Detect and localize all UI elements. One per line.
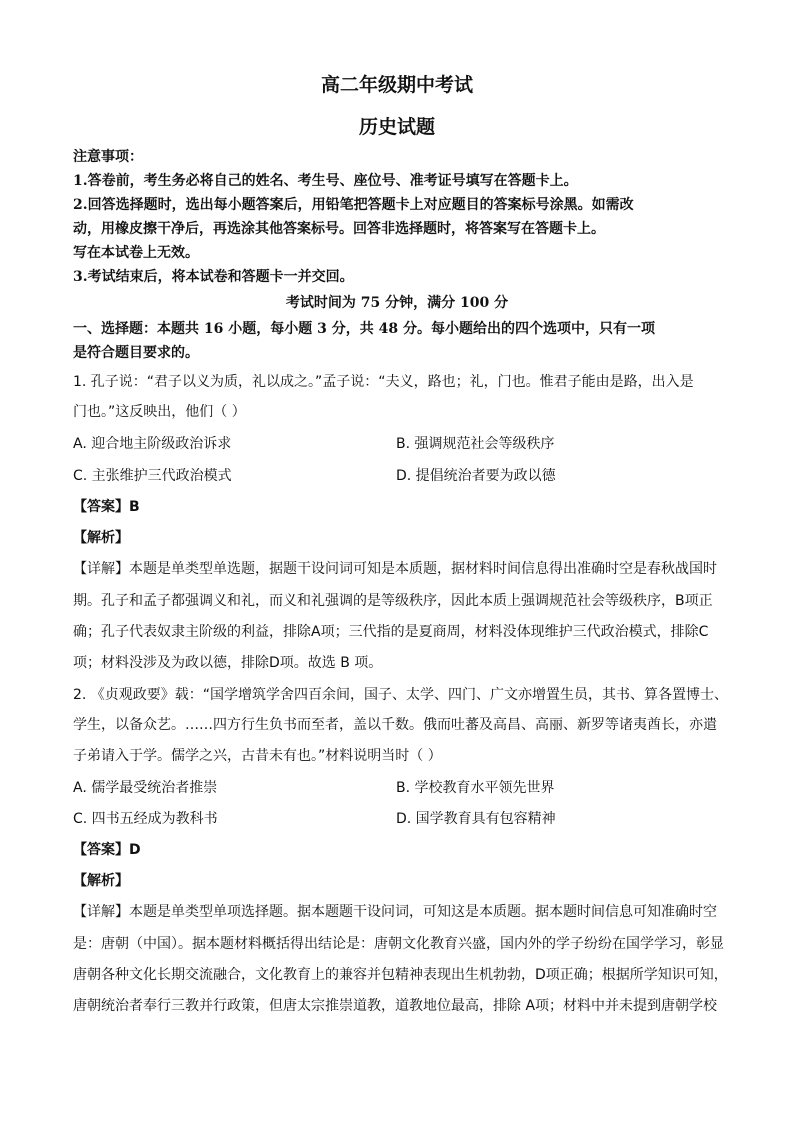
section-heading: 是符合题目要求的。 bbox=[73, 345, 199, 361]
question-stem: 子弟请入于学。儒学之兴，古昔未有也。”材料说明当时（ ） bbox=[73, 748, 442, 764]
detail-text: 确；孔子代表奴隶主阶级的利益，排除A项；三代指的是夏商周，材料没体现维护三代政治模式，排除C bbox=[73, 624, 709, 640]
option-c: C. 四书五经成为教科书 bbox=[73, 811, 218, 827]
option-a: A. 迎合地主阶级政治诉求 bbox=[73, 436, 232, 452]
question-stem: 学生，以备众艺。……四方行生负书而至者，盖以千数。俄而吐蕃及高昌、高丽、新罗等诸夷酋长，亦遣 bbox=[73, 717, 717, 733]
notice-item: 3.考试结束后，将本试卷和答题卡一并交回。 bbox=[73, 269, 354, 285]
section-heading: 一、选择题：本题共 16 小题，每小题 3 分，共 48 分。每小题给出的四个选项中，只有一项 bbox=[73, 321, 655, 337]
detail-text: 【详解】本题是单类型单选题，据题干设问词可知是本质题，据材料时间信息得出准确时空是春秋战国时 bbox=[73, 561, 717, 577]
detail-text: 唐朝各种文化长期交流融合，文化教育上的兼容并包精神表现出生机勃勃，D项正确；根据所学知识可知， bbox=[73, 967, 728, 983]
notice-item: 2.回答选择题时，选出每小题答案后，用铅笔把答题卡上对应题目的答案标号涂黑。如需改 bbox=[73, 197, 634, 213]
notice-item: 写在本试卷上无效。 bbox=[73, 245, 199, 261]
detail-text: 【详解】本题是单类型单项选择题。据本题题干设问词，可知这是本质题。据本题时间信息可知准确时空 bbox=[73, 904, 717, 920]
question-stem: 1. 孔子说：“君子以义为质，礼以成之。”孟子说：“夫义，路也；礼，门也。惟君子能由是路，出入是 bbox=[73, 374, 694, 390]
notice-heading: 注意事项： bbox=[73, 149, 143, 165]
exam-title: 高二年级期中考试 bbox=[320, 74, 473, 96]
notice-item: 动，用橡皮擦干净后，再选涂其他答案标号。回答非选择题时，将答案写在答题卡上。 bbox=[73, 221, 605, 237]
answer-label: 【答案】B bbox=[73, 499, 140, 515]
analysis-label: 【解析】 bbox=[73, 873, 129, 889]
notice-item: 1.答卷前，考生务必将自己的姓名、考生号、座位号、准考证号填写在答题卡上。 bbox=[73, 173, 578, 189]
option-b: B. 学校教育水平领先世界 bbox=[396, 780, 555, 796]
subject-title: 历史试题 bbox=[358, 116, 435, 138]
detail-text: 唐朝统治者奉行三教并行政策，但唐太宗推崇道教，道教地位最高，排除 A项；材料中并未提到唐朝学校 bbox=[73, 998, 718, 1014]
answer-label: 【答案】D bbox=[73, 842, 141, 858]
question-stem: 2. 《贞观政要》载：“国学增筑学舍四百余间，国子、太学、四门、广文亦增置生员，其书、算各置博士、 bbox=[73, 687, 729, 703]
question-stem: 门也。”这反映出，他们（ ） bbox=[73, 404, 246, 420]
option-a: A. 儒学最受统治者推崇 bbox=[73, 780, 218, 796]
option-d: D. 国学教育具有包容精神 bbox=[396, 811, 556, 827]
analysis-label: 【解析】 bbox=[73, 530, 129, 546]
option-c: C. 主张维护三代政治模式 bbox=[73, 468, 232, 484]
detail-text: 是：唐朝（中国）。据本题材料概括得出结论是：唐朝文化教育兴盛，国内外的学子纷纷在国学学习，彰显 bbox=[73, 936, 724, 952]
option-d: D. 提倡统治者要为政以德 bbox=[396, 468, 556, 484]
detail-text: 期。孔子和孟子都强调义和礼，而义和礼强调的是等级秩序，因此本质上强调规范社会等级秩序，B项正 bbox=[73, 593, 713, 609]
option-b: B. 强调规范社会等级秩序 bbox=[396, 436, 555, 452]
detail-text: 项；材料没涉及为政以德，排除D项。故选 B 项。 bbox=[73, 655, 383, 671]
exam-time-info: 考试时间为 75 分钟，满分 100 分 bbox=[285, 295, 509, 311]
